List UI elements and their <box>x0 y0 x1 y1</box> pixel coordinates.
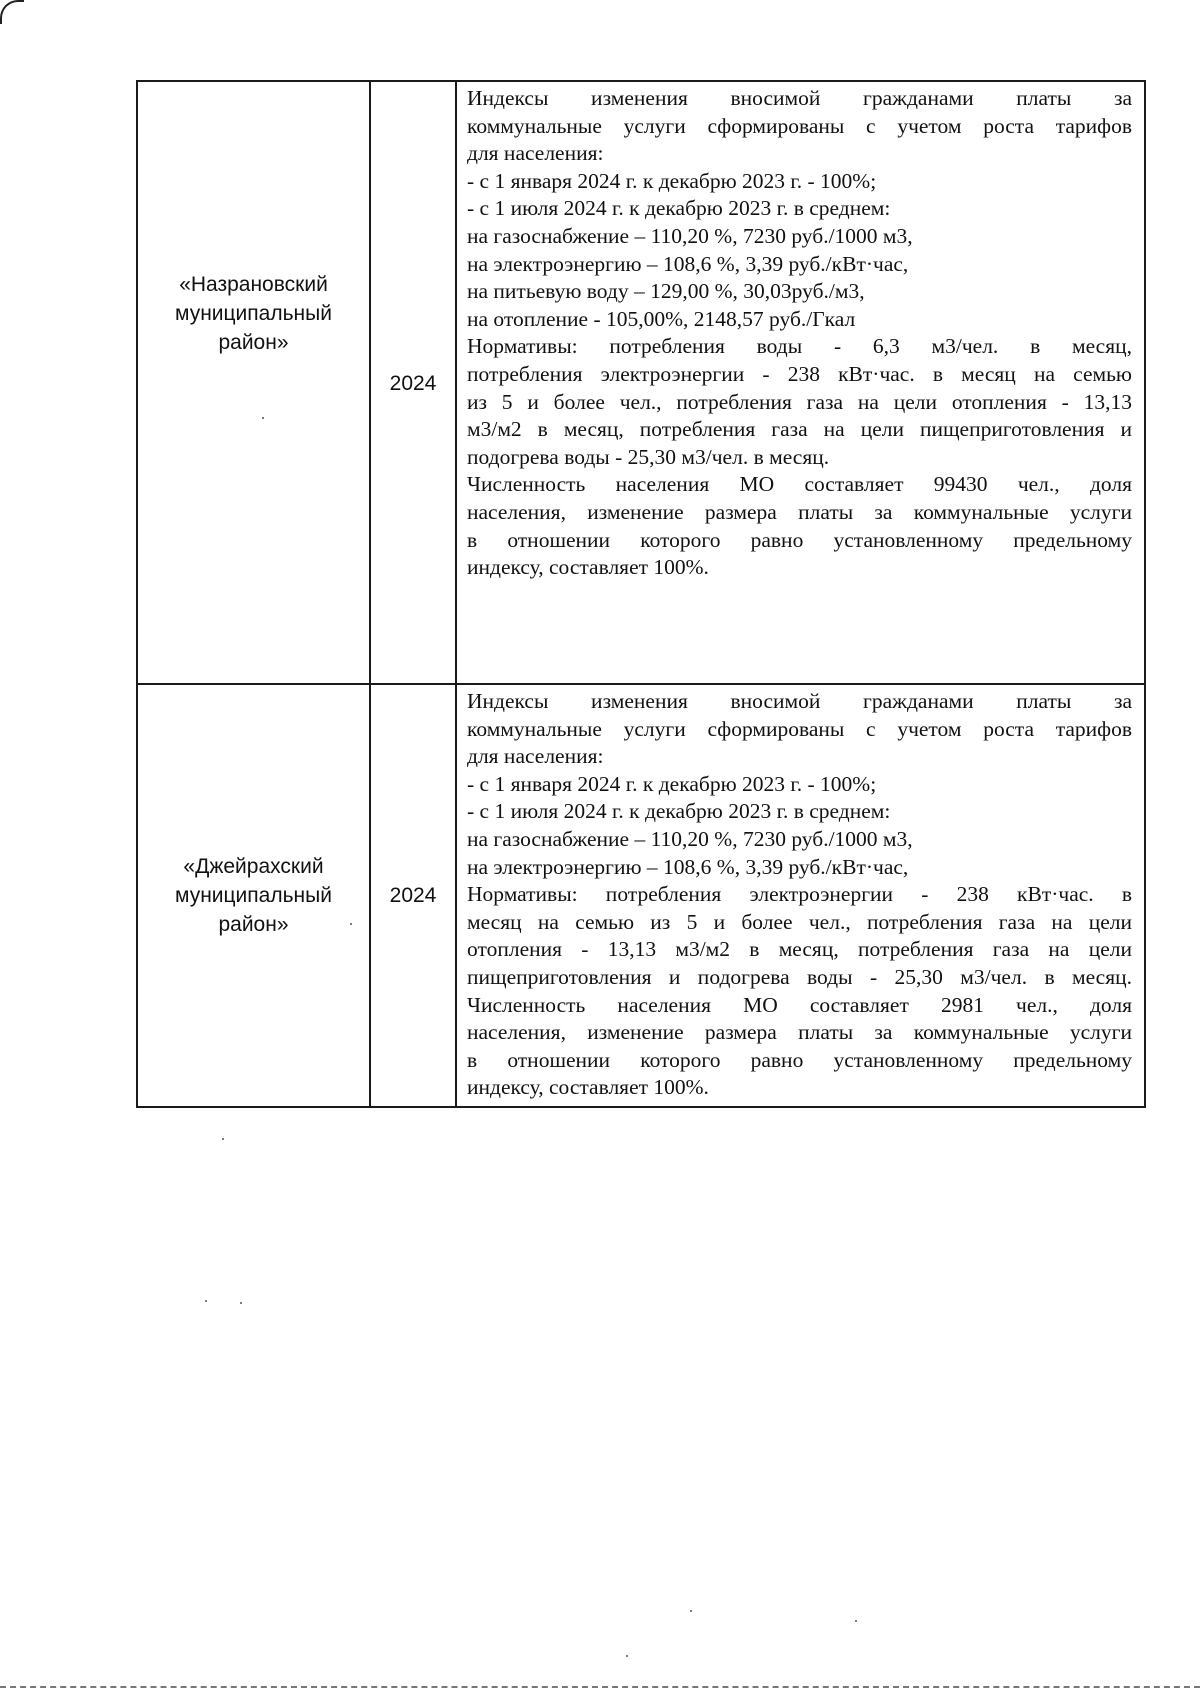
year-value: 2024 <box>389 884 437 907</box>
scan-bottom-edge <box>0 1686 1200 1688</box>
description-line: Индексы изменения вносимой гражданами платы за <box>467 689 1132 713</box>
scan-speck <box>690 1610 692 1612</box>
scan-speck <box>855 1620 857 1622</box>
description-line: коммунальные услуги сформированы с учетом роста тарифов <box>467 716 1132 741</box>
scan-corner-mark <box>0 0 24 24</box>
year-cell <box>370 684 456 1107</box>
description-line: Индексы изменения вносимой гражданами платы за <box>467 86 1132 110</box>
description-line: отопления - 13,13 м3/м2 в месяц, потребления газа на цели <box>467 937 1132 962</box>
description-line: пищеприготовления и подогрева воды - 25,30 м3/чел. в месяц. <box>467 964 1132 989</box>
description-line: - с 1 июля 2024 г. к декабрю 2023 г. в среднем: <box>467 799 891 824</box>
description-line: на электроэнергию – 108,6 %, 3,39 руб./кВт·час, <box>467 854 909 879</box>
description-line: населения, изменение размера платы за коммунальные услуги <box>467 499 1132 524</box>
scan-speck <box>626 1655 628 1657</box>
description-line: для населения: <box>467 141 604 166</box>
description-cell <box>456 81 1145 684</box>
scan-speck <box>205 1300 207 1302</box>
description-line: в отношении которого равно установленному предельному <box>467 527 1132 552</box>
table-row <box>137 81 1145 684</box>
scan-speck <box>350 923 352 925</box>
municipality-cell <box>137 81 370 684</box>
description-line: месяц на семью из 5 и более чел., потребления газа на цели <box>467 909 1132 934</box>
year-cell <box>370 81 456 684</box>
description-line: м3/м2 в месяц, потребления газа на цели пищеприготовления и <box>467 417 1132 442</box>
description-line: Нормативы: потребления воды - 6,3 м3/чел. в месяц, <box>467 334 1132 359</box>
description-text <box>467 85 1132 582</box>
year-value: 2024 <box>389 372 437 395</box>
municipality-name: «Джейрахский муниципальный район» <box>175 855 332 936</box>
municipality-name: «Назрановский муниципальный район» <box>175 273 332 354</box>
description-line: Численность населения МО составляет 2981 чел., доля <box>467 992 1132 1017</box>
description-line: коммунальные услуги сформированы с учетом роста тарифов <box>467 113 1132 138</box>
description-line: - с 1 января 2024 г. к декабрю 2023 г. - 100%; <box>467 168 877 193</box>
table-row <box>137 684 1145 1107</box>
description-line: в отношении которого равно установленному предельному <box>467 1047 1132 1072</box>
description-line: для населения: <box>467 744 604 769</box>
scan-speck <box>240 1302 242 1304</box>
tariff-index-table <box>136 80 1146 1108</box>
description-line: - с 1 июля 2024 г. к декабрю 2023 г. в среднем: <box>467 196 891 221</box>
description-line: населения, изменение размера платы за коммунальные услуги <box>467 1020 1132 1045</box>
description-line: подогрева воды - 25,30 м3/чел. в месяц. <box>467 444 830 469</box>
description-cell <box>456 684 1145 1107</box>
description-line: Численность населения МО составляет 99430 чел., доля <box>467 472 1132 497</box>
description-line: на газоснабжение – 110,20 %, 7230 руб./1000 м3, <box>467 223 913 248</box>
description-line: на отопление - 105,00%, 2148,57 руб./Гкал <box>467 306 856 331</box>
municipality-cell <box>137 684 370 1107</box>
description-line: на питьевую воду – 129,00 %, 30,03руб./м3, <box>467 279 865 304</box>
description-line: индексу, составляет 100%. <box>467 555 709 580</box>
description-line: из 5 и более чел., потребления газа на цели отопления - 13,13 <box>467 389 1132 414</box>
description-line: Нормативы: потребления электроэнергии - 238 кВт·час. в <box>467 882 1132 907</box>
scan-speck <box>222 1138 224 1140</box>
description-line: на газоснабжение – 110,20 %, 7230 руб./1000 м3, <box>467 826 913 851</box>
description-text <box>467 688 1132 1102</box>
scan-speck <box>262 417 264 419</box>
description-line: на электроэнергию – 108,6 %, 3,39 руб./кВт·час, <box>467 251 909 276</box>
description-line: потребления электроэнергии - 238 кВт·час. в месяц на семью <box>467 361 1132 386</box>
description-line: индексу, составляет 100%. <box>467 1075 709 1100</box>
description-line: - с 1 января 2024 г. к декабрю 2023 г. - 100%; <box>467 771 877 796</box>
